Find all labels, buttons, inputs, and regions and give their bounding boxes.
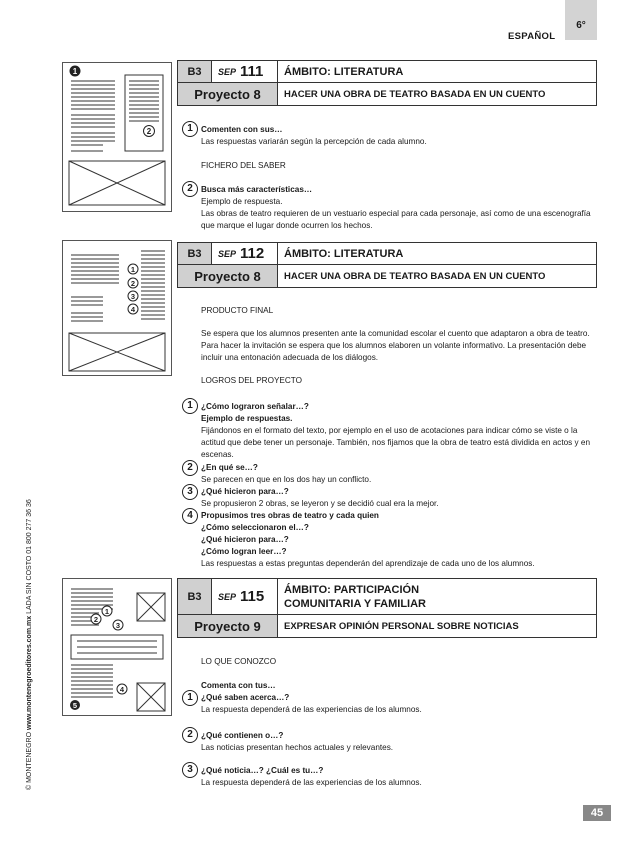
page-thumbnail-111 bbox=[62, 62, 172, 212]
item-number: 3 bbox=[182, 762, 198, 778]
answer-text: La respuesta dependerá de las experiencias de los alumnos. bbox=[201, 778, 422, 787]
answer-text: Las respuestas a estas preguntas dependerán del aprendizaje de cada uno de los alumnos. bbox=[201, 559, 535, 568]
proyecto-label: Proyecto 8 bbox=[178, 265, 278, 287]
sep-page bbox=[212, 61, 278, 82]
grade-tab bbox=[565, 0, 597, 40]
page-ref: 115 bbox=[240, 588, 265, 605]
answer-text: Las respuestas variarán según la percepción de cada alumno. bbox=[201, 137, 427, 146]
answer-text: Fijándonos en el formato del texto, por ejemplo en el uso de acotaciones para indicar cómo se viste o la actitud que debe tener un personaje. También, nos fijamos que la obra de teatro está dividida en actos y en escenas. bbox=[201, 426, 591, 459]
section-header-115 bbox=[177, 578, 597, 638]
intro-line bbox=[201, 680, 601, 692]
answer-item bbox=[201, 730, 601, 754]
answer-item bbox=[201, 510, 601, 570]
answer-item bbox=[201, 765, 601, 789]
proyecto-title: HACER UNA OBRA DE TEATRO BASADA EN UN CUENTO bbox=[284, 270, 546, 282]
section-heading bbox=[201, 656, 601, 668]
heading-text: LO QUE CONOZCO bbox=[201, 657, 277, 666]
credit-prefix: © MONTENEGRO bbox=[26, 731, 33, 790]
item-number: 1 bbox=[182, 121, 198, 137]
side-credit bbox=[26, 499, 33, 790]
section-heading bbox=[201, 160, 601, 172]
question-title: ¿En qué se…? bbox=[201, 463, 258, 472]
answer-text: Se propusieron 2 obras, se leyeron y se decidió cual era la mejor. bbox=[201, 499, 439, 508]
proyecto-label: Proyecto 9 bbox=[178, 615, 278, 637]
question-title: Comenten con sus… bbox=[201, 125, 283, 134]
answer-item bbox=[201, 462, 601, 486]
answer-text: Se parecen en que en los dos hay un conflicto. bbox=[201, 475, 372, 484]
thumb-marker: 1 bbox=[130, 265, 136, 274]
subject-label: ESPAÑOL bbox=[508, 31, 556, 42]
sep-label: SEP bbox=[218, 248, 237, 259]
item-number: 2 bbox=[182, 181, 198, 197]
question-title: ¿Qué contienen o…? bbox=[201, 731, 284, 740]
question-sub: Ejemplo de respuestas. bbox=[201, 414, 293, 423]
thumbnail-drawing bbox=[63, 63, 171, 211]
page-ref: 111 bbox=[240, 63, 264, 80]
answer-item bbox=[201, 486, 601, 510]
question-sub: ¿Cómo seleccionaron el…? bbox=[201, 523, 309, 532]
thumb-marker: 3 bbox=[115, 621, 121, 630]
page-number: 45 bbox=[583, 805, 611, 821]
ambito-label: ÁMBITO: LITERATURA bbox=[284, 247, 404, 260]
question-title: Propusimos tres obras de teatro y cada quien bbox=[201, 511, 379, 520]
heading-text: PRODUCTO FINAL bbox=[201, 306, 274, 315]
question-title: ¿Qué hicieron para…? bbox=[201, 487, 289, 496]
producto-text: Se espera que los alumnos presenten ante la comunidad escolar el cuento que adaptaron a obra de teatro. Para hacer la invitación se espera que los alumnos elaboren un volante informativo. La presentación debe incluir una entonación adecuada de los diálogos. bbox=[201, 329, 590, 362]
proyecto-title: EXPRESAR OPINIÓN PERSONAL SOBRE NOTICIAS bbox=[284, 620, 519, 632]
question-title: ¿Qué noticia…? ¿Cuál es tu…? bbox=[201, 766, 324, 775]
page-thumbnail-112 bbox=[62, 240, 172, 376]
ambito-label: ÁMBITO: LITERATURA bbox=[284, 65, 404, 78]
thumb-marker: 2 bbox=[93, 615, 99, 624]
sep-label: SEP bbox=[218, 66, 237, 77]
ambito-label bbox=[278, 579, 596, 614]
producto-final-block bbox=[201, 305, 601, 387]
sep-label: SEP bbox=[218, 591, 237, 602]
credit-url: www.montenegroeditores.com.mx bbox=[26, 615, 33, 730]
answer-text: Las noticias presentan hechos actuales y relevantes. bbox=[201, 743, 394, 752]
answer-text: Las obras de teatro requieren de un vestuario especial para cada personaje, así como de una escenografía que marque el lugar donde ocurren los hechos. bbox=[201, 209, 591, 230]
credit-phone: LADA SIN COSTO 01 800 277 36 36 bbox=[26, 499, 33, 614]
thumb-marker: 1 bbox=[72, 67, 78, 76]
proyecto-title: HACER UNA OBRA DE TEATRO BASADA EN UN CUENTO bbox=[284, 88, 546, 100]
section-header-112 bbox=[177, 242, 597, 288]
thumb-marker: 1 bbox=[104, 607, 110, 616]
item-number: 2 bbox=[182, 460, 198, 476]
item-number: 2 bbox=[182, 727, 198, 743]
thumb-marker: 3 bbox=[130, 292, 136, 301]
page-ref: 112 bbox=[240, 245, 265, 262]
item-number: 3 bbox=[182, 484, 198, 500]
question-title: Busca más características… bbox=[201, 185, 313, 194]
answer-item bbox=[201, 401, 601, 461]
intro-text: Comenta con tus… bbox=[201, 681, 276, 690]
thumb-marker: 5 bbox=[72, 701, 78, 710]
thumb-marker: 4 bbox=[119, 685, 125, 694]
heading-text: LOGROS DEL PROYECTO bbox=[201, 376, 303, 385]
sep-page bbox=[212, 243, 278, 264]
answer-item bbox=[201, 124, 601, 148]
question-sub: ¿Qué hicieron para…? bbox=[201, 535, 289, 544]
item-number: 1 bbox=[182, 690, 198, 706]
block-label: B3 bbox=[178, 579, 212, 614]
thumb-marker: 4 bbox=[130, 305, 136, 314]
answer-text: Ejemplo de respuesta. bbox=[201, 197, 283, 206]
ambito-line: COMUNITARIA Y FAMILIAR bbox=[284, 597, 426, 610]
page-thumbnail-115 bbox=[62, 578, 172, 716]
question-title: ¿Qué saben acerca…? bbox=[201, 693, 290, 702]
answer-text: La respuesta dependerá de las experiencias de los alumnos. bbox=[201, 705, 422, 714]
question-title: ¿Cómo lograron señalar…? bbox=[201, 402, 309, 411]
proyecto-label: Proyecto 8 bbox=[178, 83, 278, 105]
ambito-line: ÁMBITO: PARTICIPACIÓN bbox=[284, 583, 420, 596]
thumbnail-drawing bbox=[63, 241, 171, 375]
answer-item bbox=[201, 692, 601, 716]
block-label: B3 bbox=[178, 243, 212, 264]
sep-page bbox=[212, 579, 278, 614]
thumb-marker: 2 bbox=[130, 279, 136, 288]
block-label: B3 bbox=[178, 61, 212, 82]
grade-label: 6° bbox=[576, 20, 586, 31]
section-header-111 bbox=[177, 60, 597, 106]
item-number: 4 bbox=[182, 508, 198, 524]
thumb-marker: 2 bbox=[146, 127, 152, 136]
answer-item bbox=[201, 184, 601, 232]
thumbnail-drawing bbox=[63, 579, 171, 715]
heading-text: FICHERO DEL SABER bbox=[201, 161, 286, 170]
question-sub: ¿Cómo logran leer…? bbox=[201, 547, 287, 556]
item-number: 1 bbox=[182, 398, 198, 414]
